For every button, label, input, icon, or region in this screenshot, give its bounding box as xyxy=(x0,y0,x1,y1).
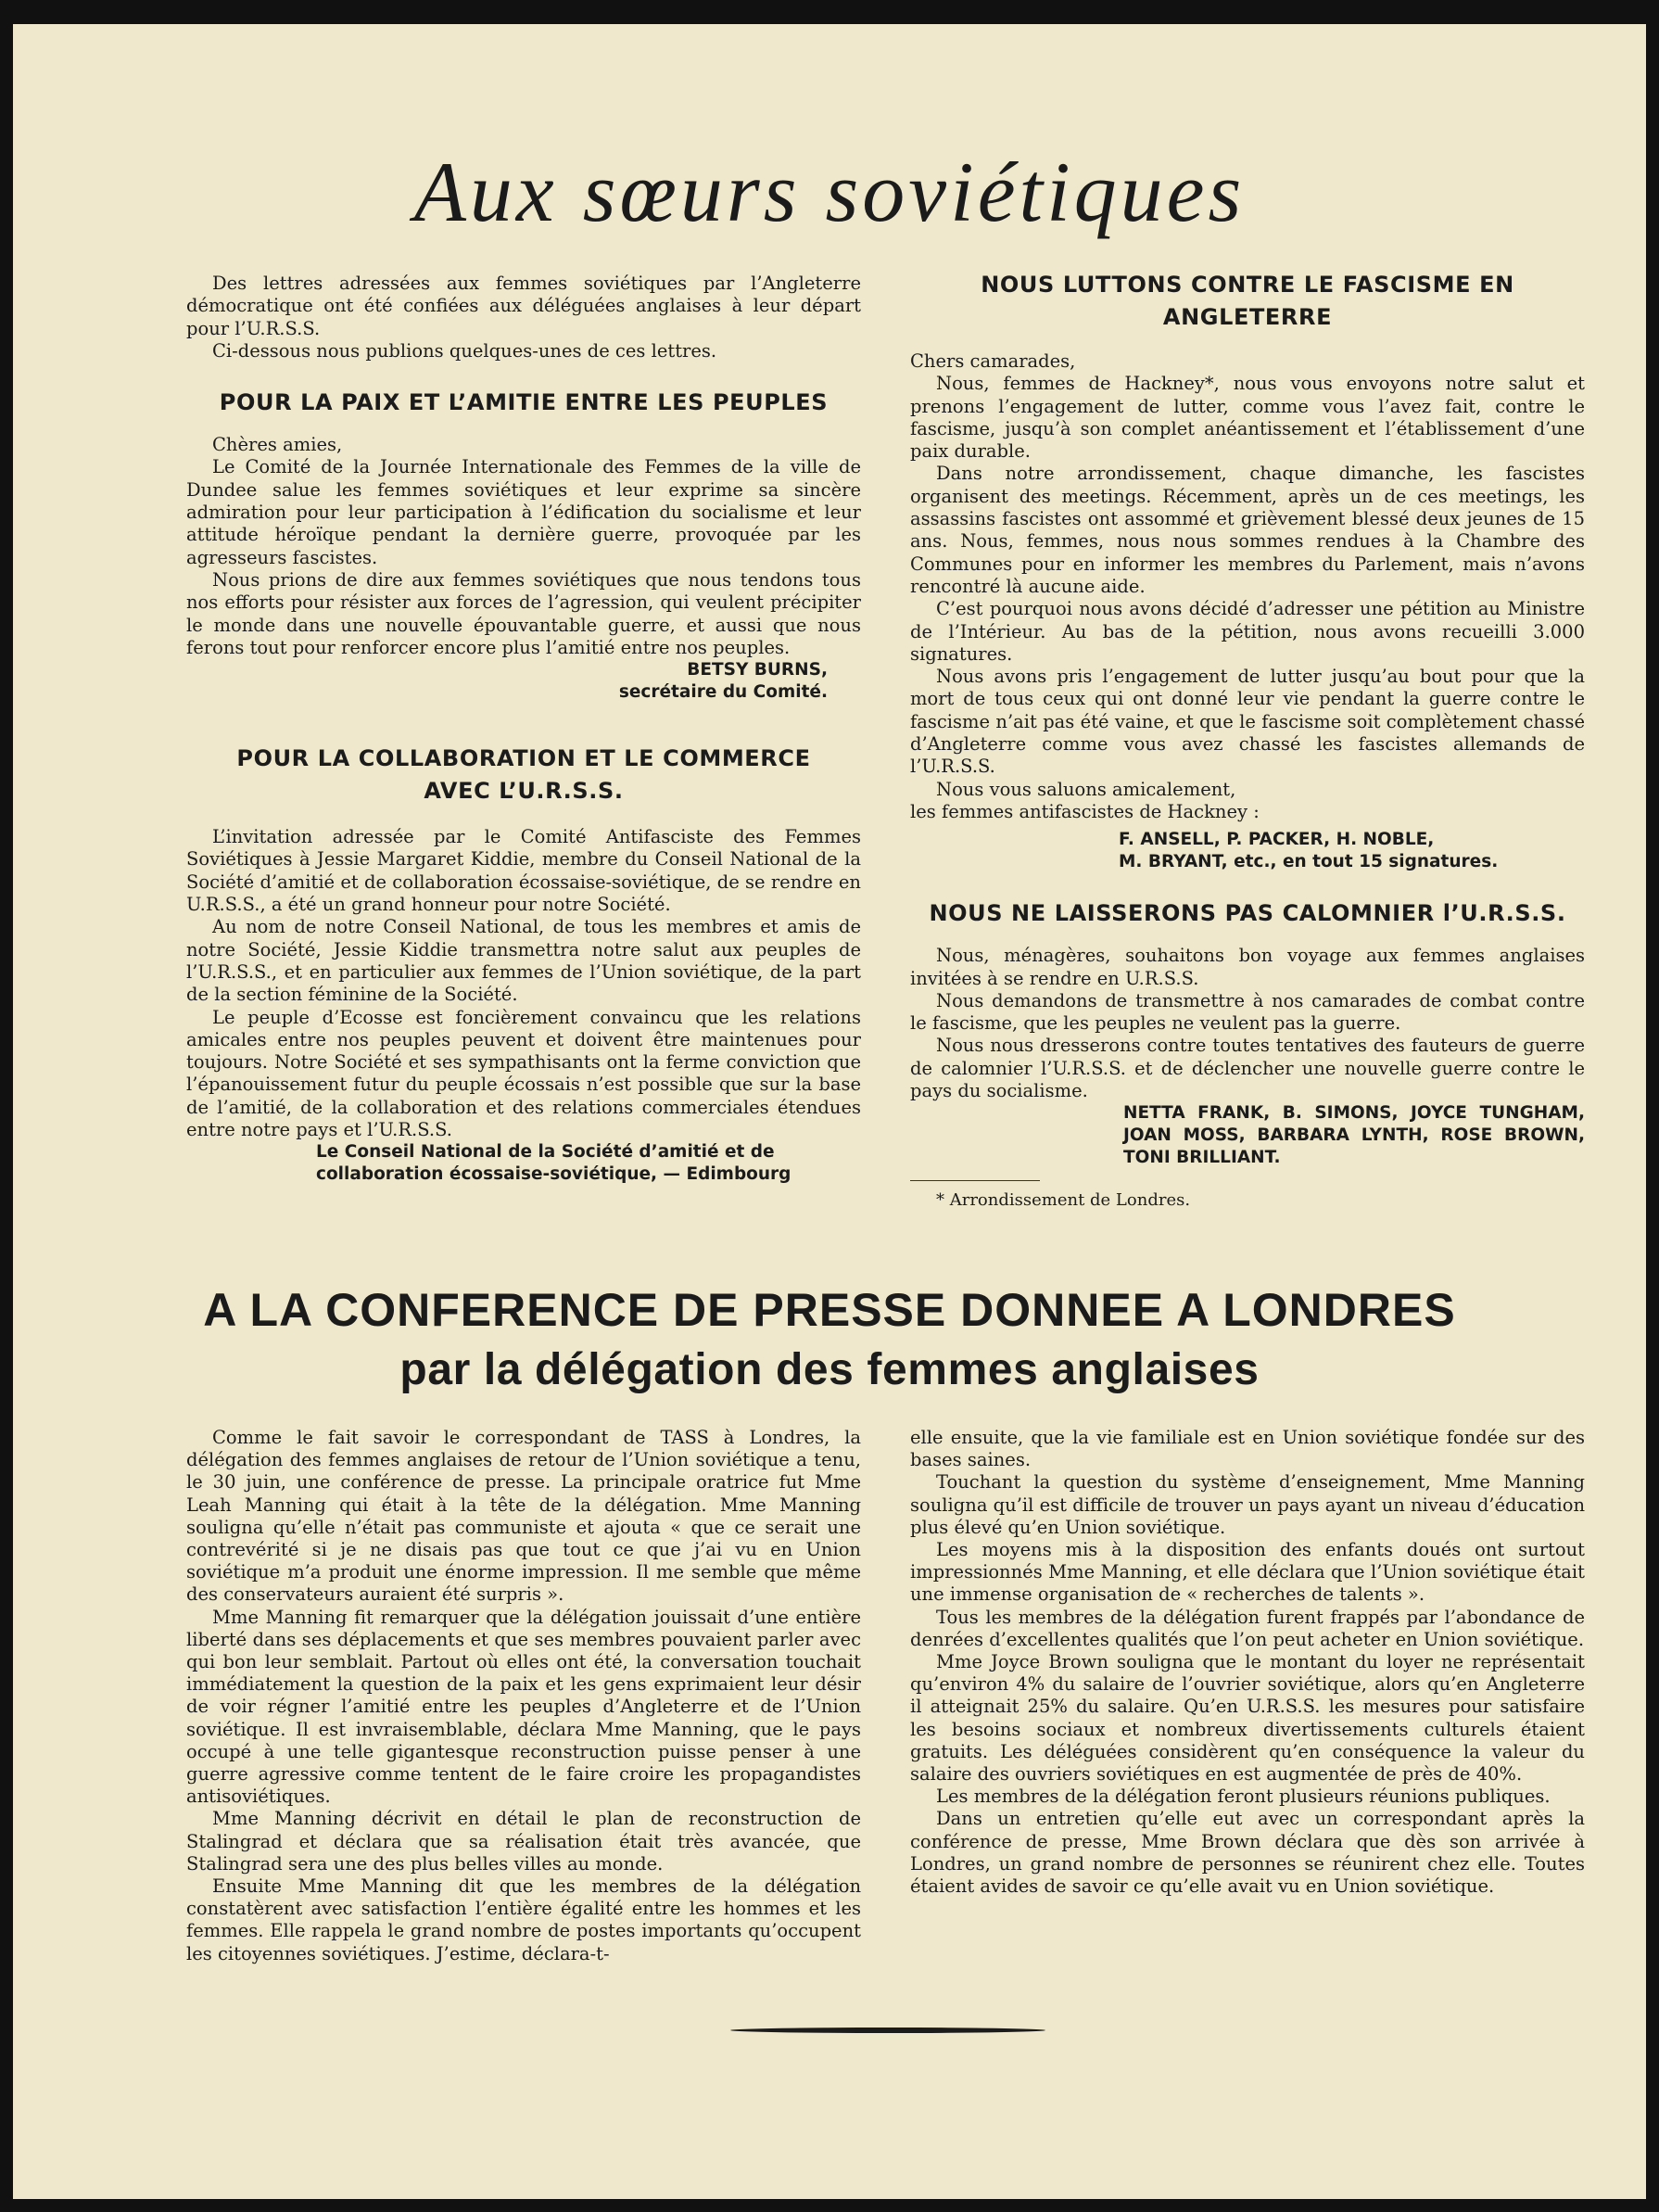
intro-paragraph: Des lettres adressées aux femmes soviétiques par l’Angleterre démocratique ont été confiées aux déléguées anglaises à leur départ pour l’U.R.S.S. xyxy=(186,273,861,339)
footnote: * Arrondissement de Londres. xyxy=(936,1190,1191,1211)
letter-paragraph: Nous avons pris l’engagement de lutter jusqu’au bout pour que la mort de tous ceux qui ont donné leur vie pendant la guerre contre le fascisme n’ait pas été vaine, et que le fascisme soit complètement chassé d’Angleterre comme vous avez chassé les fascistes allemands de l’U.R.S.S. xyxy=(910,666,1585,778)
article-paragraph: Touchant la question du système d’enseignement, Mme Manning souligna qu’il est difficile de trouver un pays ayant un niveau d’éducation plus élevé qu’en Union soviétique. xyxy=(910,1471,1585,1538)
heading-line: NOUS LUTTONS CONTRE LE FASCISME EN xyxy=(981,272,1514,298)
article-paragraph: Les moyens mis à la disposition des enfants doués ont surtout impressionnés Mme Manning, et elle déclara que l’Union soviétique était une immense organisation de « recherches de talents ». xyxy=(910,1539,1585,1606)
article-subheadline: par la délégation des femmes anglaises xyxy=(399,1345,1260,1394)
letter-paragraph: Nous, ménagères, souhaitons bon voyage aux femmes anglaises invitées à se rendre en U.R.S.S. xyxy=(910,945,1585,989)
article-headline: A LA CONFERENCE DE PRESSE DONNEE A LONDRES xyxy=(203,1284,1456,1336)
letter-paragraph: les femmes antifascistes de Hackney : xyxy=(910,800,1260,822)
letter-paragraph: Nous vous saluons amicalement, xyxy=(936,778,1236,800)
column-top-right xyxy=(910,269,1585,1211)
letter-paragraph: Au nom de notre Conseil National, de tous les membres et amis de notre Société, Jessie Kiddie transmettra notre salut aux peuples de l’U.R.S.S., et en particulier aux femmes de l’Union soviétique, de la part de la section féminine de la Société. xyxy=(186,916,861,1006)
column-bottom-right xyxy=(910,1427,1585,1898)
signature-name: BETSY BURNS, xyxy=(687,660,828,680)
article-paragraph: Mme Joyce Brown souligna que le montant du loyer ne représentait qu’environ 4% du salaire de l’ouvrier soviétique, alors qu’en Angleterre il atteignait 25% du salaire. Qu’en U.R.S.S. les mesures pour satisfaire les besoins sociaux et nombreux divertissements culturels étaient gratuits. Les déléguées considèrent qu’en conséquence la valeur du salaire des ouvriers soviétiques en est augmentée de près de 40%. xyxy=(910,1651,1585,1786)
signature-line: Le Conseil National de la Société d’amitié et de xyxy=(316,1142,775,1163)
article-paragraph: Ensuite Mme Manning dit que les membres de la délégation constatèrent avec satisfaction l’entière égalité entre les hommes et les femmes. Elle rappela le grand nombre de postes importants qu’occupent les citoyennes soviétiques. J’estime, déclara-t- xyxy=(186,1875,861,1964)
letter-paragraph: Nous prions de dire aux femmes soviétiques que nous tendons tous nos efforts pour résister aux forces de l’agression, qui veulent précipiter le monde dans une nouvelle épouvantable guerre, et aussi que nous ferons tout pour renforcer encore plus l’amitié entre nos peuples. xyxy=(186,568,861,658)
letter-paragraph: C’est pourquoi nous avons décidé d’adresser une pétition au Ministre de l’Intérieur. Au bas de la pétition, nous avons recueilli 3.000 signatures. xyxy=(910,598,1585,665)
letter-heading-collaboration xyxy=(186,743,861,807)
article-paragraph: Mme Manning fit remarquer que la délégation jouissait d’une entière liberté dans ses déplacements et que ses membres pouvaient parler avec qui bon leur semblait. Partout où elles ont été, la conversation touchait immédiatement la question de la paix et les gens exprimaient leur désir de voir régner l’amitié entre les peuples d’Angleterre et de l’Union soviétique. Il est invraisemblable, déclara Mme Manning, que le pays occupé à une telle gigantesque reconstruction puisse penser à une guerre agressive comme tentent de le faire croire les propagandistes antisoviétiques. xyxy=(186,1606,861,1808)
letter-salutation: Chères amies, xyxy=(212,434,343,456)
article-paragraph: Mme Manning décrivit en détail le plan de reconstruction de Stalingrad et déclara que sa réalisation était très avancée, que Stalingrad sera une des plus belles villes au monde. xyxy=(186,1808,861,1875)
signature-line: M. BRYANT, etc., en tout 15 signatures. xyxy=(1119,852,1499,872)
letter-paragraph: Le Comité de la Journée Internationale des Femmes de la ville de Dundee salue les femmes soviétiques et leur exprime sa sincère admiration pour leur participation à l’édification du socialisme et leur attitude héroïque pendant la dernière guerre, provoquée par les agresseurs fascistes. xyxy=(186,456,861,568)
article-paragraph: Les membres de la délégation feront plusieurs réunions publiques. xyxy=(936,1786,1551,1808)
article-paragraph: elle ensuite, que la vie familiale est en Union soviétique fondée sur des bases saines. xyxy=(910,1427,1585,1471)
letter-heading-paix: POUR LA PAIX ET L’AMITIE ENTRE LES PEUPLES xyxy=(219,389,829,416)
letter-paragraph: Nous demandons de transmettre à nos camarades de combat contre le fascisme, que les peuples ne veulent pas la guerre. xyxy=(910,989,1585,1035)
article-paragraph: Dans un entretien qu’elle eut avec un correspondant après la conférence de presse, Mme Brown déclara que dès son arrivée à Londres, un grand nombre de personnes se réunirent chez elle. Toutes étaient avides de savoir ce qu’elle avait vu en Union soviétique. xyxy=(910,1808,1585,1898)
letter-paragraph: Dans notre arrondissement, chaque dimanche, les fascistes organisent des meetings. Récemment, après un de ces meetings, les assassins fascistes ont assommé et grièvement blessé deux jeunes de 15 ans. Nous, femmes, nous nous sommes rendues à la Chambre des Communes pour en informer les membres du Parlement, mais n’avons rencontré là aucune aide. xyxy=(910,463,1585,597)
column-bottom-left xyxy=(186,1427,861,1965)
letter-heading-calomnier: NOUS NE LAISSERONS PAS CALOMNIER l’U.R.S.S. xyxy=(929,900,1566,927)
signature-line: collaboration écossaise-soviétique, — Edimbourg xyxy=(316,1164,792,1185)
article-paragraph: Tous les membres de la délégation furent frappés par l’abondance de denrées d’excellentes qualités que l’on peut acheter en Union soviétique. xyxy=(910,1606,1585,1650)
page-title: Aux sœurs soviétiques xyxy=(413,145,1246,239)
signature-block: NETTA FRANK, B. SIMONS, JOYCE TUNGHAM, JOAN MOSS, BARBARA LYNTH, ROSE BROWN, TONI BRILLIANT. xyxy=(1123,1103,1585,1168)
footnote-divider xyxy=(910,1180,1040,1181)
letter-salutation: Chers camarades, xyxy=(910,350,1076,372)
letter-paragraph: Le peuple d’Ecosse est foncièrement convaincu que les relations amicales entre nos peuples peuvent et doivent être maintenues pour toujours. Notre Société et ses sympathisants ont la ferme conviction que l’épanouissement futur du peuple écossais n’est possible que sur la base de l’amitié, de la collaboration et des relations commerciales étendues entre notre pays et l’U.R.S.S. xyxy=(186,1006,861,1141)
intro-paragraph: Ci-dessous nous publions quelques-unes de ces lettres. xyxy=(212,339,717,362)
end-ornament-rule xyxy=(730,2028,1045,2033)
heading-line: AVEC L’U.R.S.S. xyxy=(424,778,624,805)
heading-line: ANGLETERRE xyxy=(1162,304,1333,330)
article-paragraph: Comme le fait savoir le correspondant de TASS à Londres, la délégation des femmes anglaises de retour de l’Union soviétique a tenu, le 30 juin, une conférence de presse. La principale oratrice fut Mme Leah Manning qui était à la tête de la délégation. Mme Manning souligna qu’elle n’était pas communiste et ajouta « que ce serait une contrevérité si je ne disais pas que tout ce que j’ai vu en Union soviétique m’a produit une énorme impression. Il me semble que même des conservateurs auraient été surpris ». xyxy=(186,1427,861,1606)
letter-paragraph: Nous, femmes de Hackney*, nous vous envoyons notre salut et prenons l’engagement de lutter, comme vous l’avez fait, contre le fascisme, jusqu’à son complet anéantissement et l’établissement d’une paix durable. xyxy=(910,373,1585,463)
newspaper-page xyxy=(13,24,1646,2199)
letter-paragraph: L’invitation adressée par le Comité Antifasciste des Femmes Soviétiques à Jessie Margaret Kiddie, membre du Conseil National de la Société d’amitié et de collaboration écossaise-soviétique, de se rendre en U.R.S.S., a été un grand honneur pour notre Société. xyxy=(186,826,861,916)
column-top-left xyxy=(186,273,861,1186)
signature-line: F. ANSELL, P. PACKER, H. NOBLE, xyxy=(1119,830,1435,850)
letter-paragraph: Nous nous dresserons contre toutes tentatives des fauteurs de guerre de calomnier l’U.R.S.S. et de déclencher une nouvelle guerre contre le pays du socialisme. xyxy=(910,1035,1585,1102)
heading-line: POUR LA COLLABORATION ET LE COMMERCE xyxy=(236,745,811,772)
signature-role: secrétaire du Comité. xyxy=(618,682,828,703)
letter-heading-fascisme xyxy=(910,269,1585,334)
